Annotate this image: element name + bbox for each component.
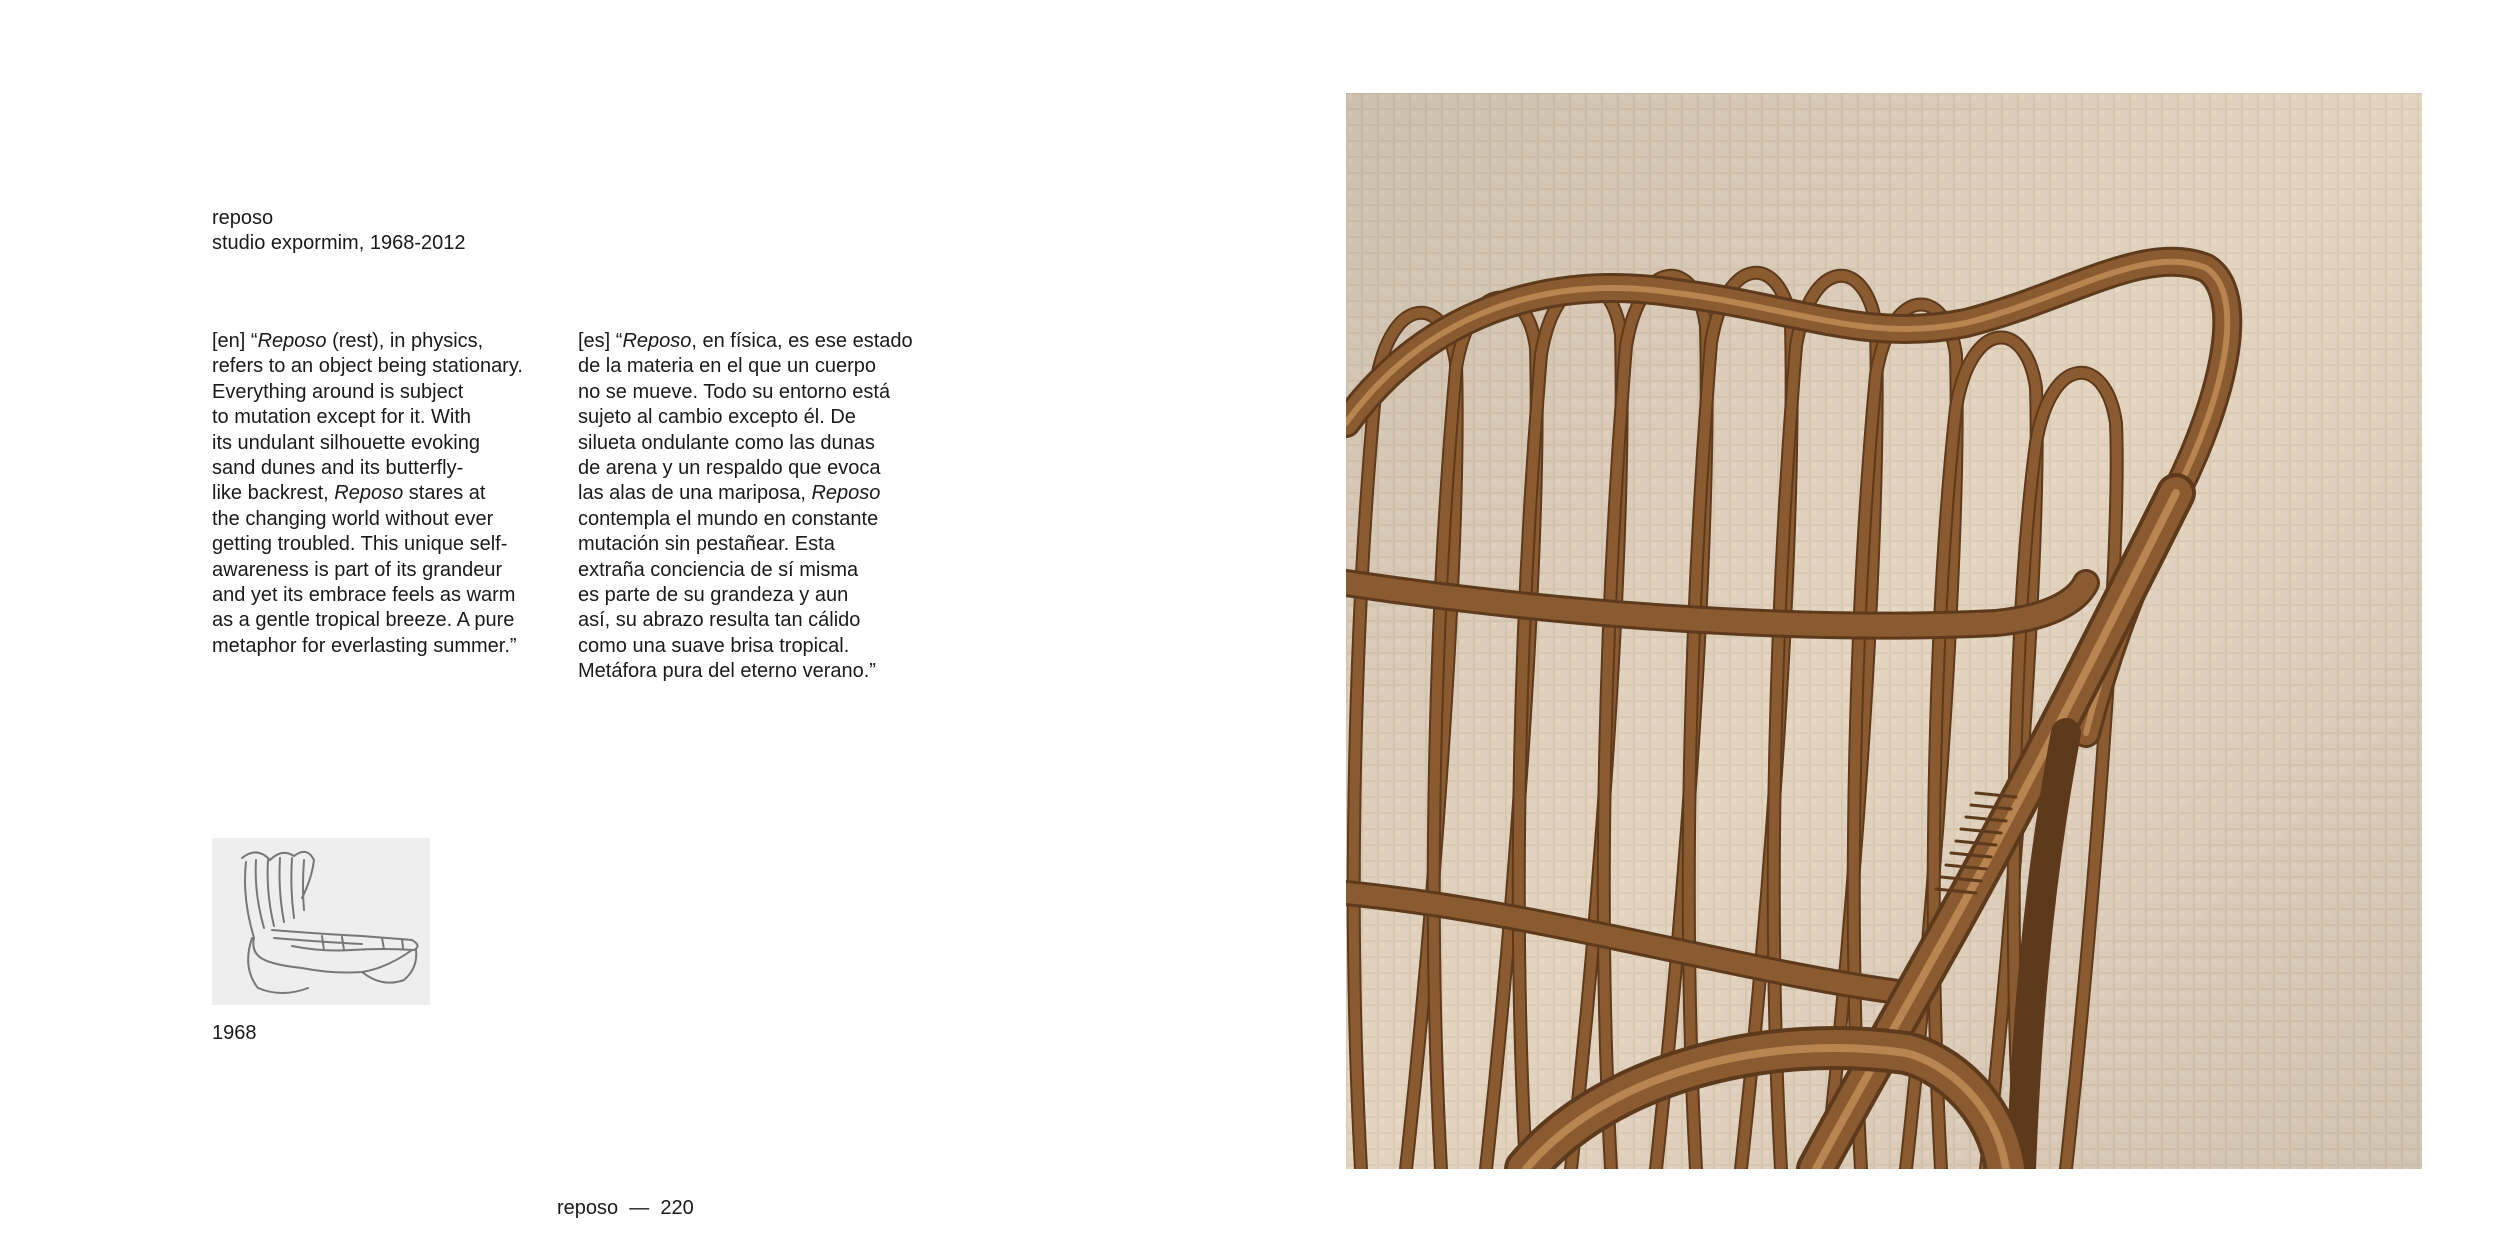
text-segment: and yet its embrace feels as warm [212, 584, 516, 607]
text-segment: así, su abrazo resulta tan cálido [578, 609, 861, 632]
text-segment: (rest), in physics, [326, 330, 484, 352]
text-segment: to mutation except for it. With [212, 406, 471, 429]
text-segment: getting troubled. This unique self- [212, 533, 508, 556]
italic-title: Reposo [622, 330, 692, 352]
text-segment: mutación sin pestañear. Esta [578, 533, 835, 556]
product-studio: studio expormim, 1968-2012 [212, 232, 466, 255]
italic-title: Reposo [811, 482, 881, 505]
text-line [578, 354, 948, 379]
text-line [578, 558, 948, 583]
text-segment: como una suave brisa tropical. [578, 634, 850, 657]
text-segment: contempla el mundo en constante [578, 507, 879, 530]
text-line [212, 558, 572, 583]
text-line [212, 481, 572, 506]
text-line [212, 380, 572, 405]
text-line [212, 329, 572, 354]
text-line [212, 634, 572, 659]
text-segment: las alas de una mariposa, [578, 482, 812, 505]
text-segment: es parte de su grandeza y aun [578, 584, 849, 607]
text-line [212, 456, 572, 481]
text-segment: Metáfora pura del eterno verano.” [578, 660, 876, 683]
lounge-chair-sketch-drawing [212, 838, 430, 1005]
text-segment: its undulant silhouette evoking [212, 431, 480, 454]
text-line [578, 532, 948, 557]
description-spanish [578, 329, 948, 685]
text-line [578, 405, 948, 430]
text-segment: silueta ondulante como las dunas [578, 431, 875, 454]
title-block [212, 206, 465, 257]
text-segment: de arena y un respaldo que evoca [578, 457, 881, 480]
description-english [212, 329, 572, 659]
text-segment: no se mueve. Todo su entorno está [578, 380, 891, 403]
text-segment: stares at [403, 482, 486, 505]
text-segment: metaphor for everlasting summer.” [212, 634, 517, 657]
text-line [578, 659, 948, 684]
chair-photo-illustration [1346, 93, 2422, 1169]
text-line [578, 329, 948, 354]
text-segment: awareness is part of its grandeur [212, 558, 503, 581]
rattan-chair-photo-icon [1346, 93, 2422, 1169]
italic-title: Reposo [334, 482, 404, 505]
text-segment: , en física, es ese estado [691, 330, 913, 352]
text-segment: sand dunes and its butterfly- [212, 457, 464, 480]
text-line [212, 431, 572, 456]
text-segment: the changing world without ever [212, 507, 494, 530]
text-line [578, 431, 948, 456]
thumbnail-caption: 1968 [212, 1022, 257, 1044]
text-line [578, 583, 948, 608]
text-line [212, 354, 572, 379]
text-line [578, 456, 948, 481]
text-segment: de la materia en el que un cuerpo [578, 355, 876, 378]
text-line [578, 481, 948, 506]
lounge-chair-sketch-icon [212, 838, 430, 1005]
text-segment: refers to an object being stationary. [212, 355, 523, 378]
text-line [212, 405, 572, 430]
text-segment: Everything around is subject [212, 380, 464, 403]
italic-title: Reposo [257, 330, 327, 352]
text-line [578, 507, 948, 532]
page-folio: reposo — 220 [557, 1197, 694, 1219]
text-segment: sujeto al cambio excepto él. De [578, 406, 856, 429]
text-line [212, 532, 572, 557]
text-segment: extraña conciencia de sí misma [578, 558, 859, 581]
text-segment: as a gentle tropical breeze. A pure [212, 609, 515, 632]
text-line [578, 634, 948, 659]
text-line [212, 583, 572, 608]
text-line [578, 380, 948, 405]
product-name: reposo [212, 207, 274, 229]
text-segment: [en] “ [212, 330, 258, 352]
text-line [212, 507, 572, 532]
text-segment: [es] “ [578, 330, 623, 352]
text-line [212, 608, 572, 633]
text-line [578, 608, 948, 633]
text-segment: like backrest, [212, 482, 335, 505]
